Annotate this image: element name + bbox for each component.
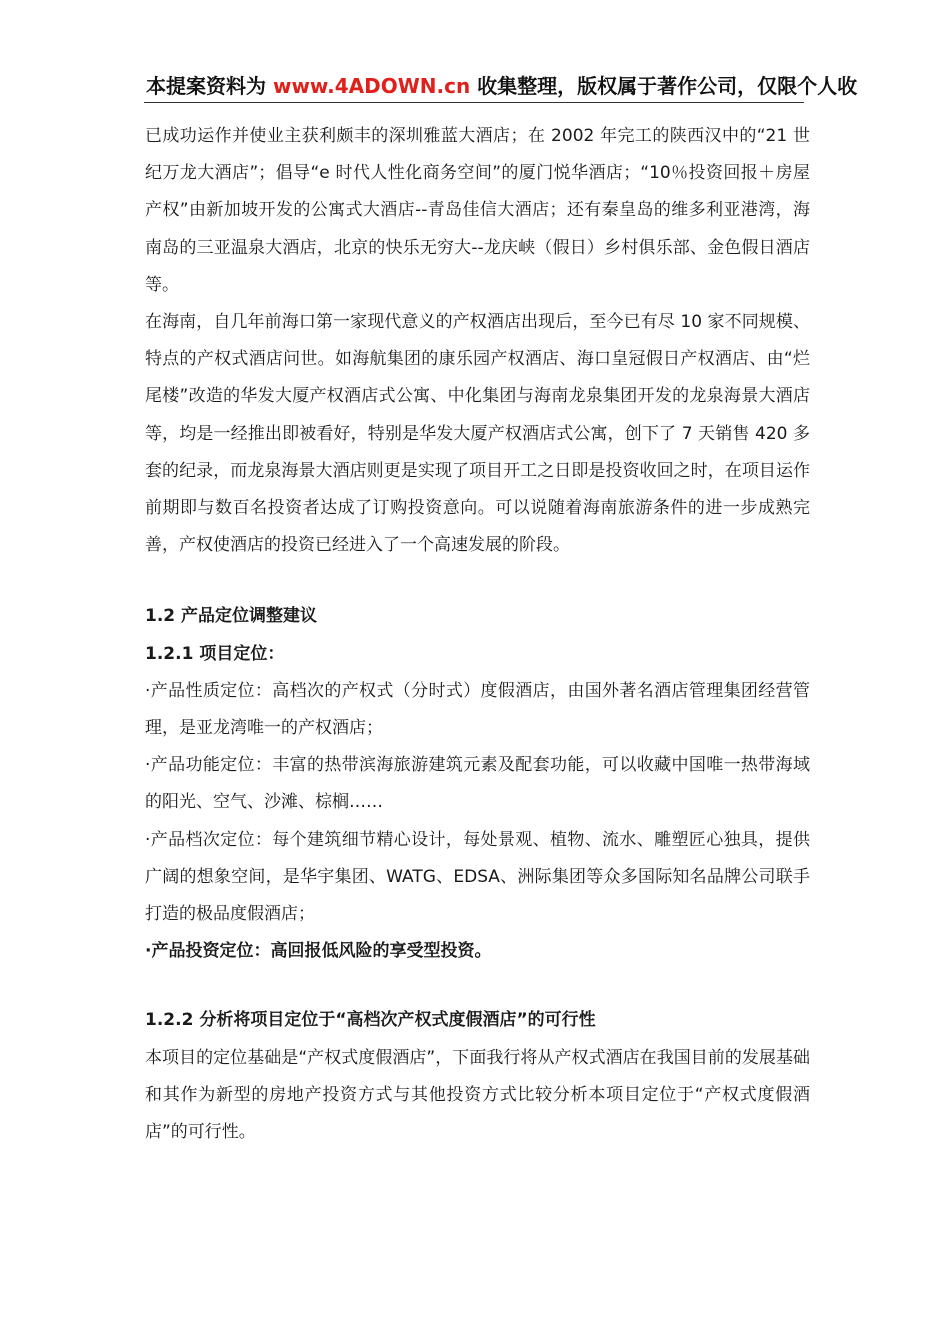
list-item-investment: ·产品投资定位：高回报低风险的享受型投资。 (145, 941, 492, 962)
section-heading-1-2-1: 1.2.1 项目定位： (145, 643, 285, 664)
section-heading-1-2-2: 1.2.2 分析将项目定位于“高档次产权式度假酒店”的可行性 (145, 1010, 596, 1031)
section-heading-1-2: 1.2 产品定位调整建议 (145, 606, 318, 627)
page-header (146, 70, 950, 102)
list-item-nature: ·产品性质定位：高档次的产权式（分时式）度假酒店，由国外著名酒店管理集团经营管理，是亚龙湾唯一的产权酒店； (145, 680, 810, 739)
body-paragraph-feasibility: 本项目的定位基础是“产权式度假酒店”，下面我行将从产权式酒店在我国目前的发展基础和其作为新型的房地产投资方式与其他投资方式比较分析本项目定位于“产权式度假酒店”的可行性。 (145, 1047, 810, 1143)
document-body (145, 118, 810, 1151)
spacer (145, 970, 810, 1002)
body-paragraph-2: 在海南，自几年前海口第一家现代意义的产权酒店出现后，至今已有尽 10 家不同规模、特点的产权式酒店问世。如海航集团的康乐园产权酒店、海口皇冠假日产权酒店、由“烂尾楼”改造的华发大厦产权酒店式公寓、中化集团与海南龙泉集团开发的龙泉海景大酒店等，均是一经推出即被看好，特别是华发大厦产权酒店式公寓，创下了 7 天销售 420 多套的纪录，而龙泉海景大酒店则更是实现了项目开工之日即是投资收回之时，在项目运作前期即与数百名投资者达成了订购投资意向。可以说随着海南旅游条件的进一步成熟完善，产权使酒店的投资已经进入了一个高速发展的阶段。 (145, 312, 810, 556)
list-item-grade: ·产品档次定位：每个建筑细节精心设计，每处景观、植物、流水、雕塑匠心独具，提供广阔的想象空间，是华宇集团、WATG、EDSA、洲际集团等众多国际知名品牌公司联手打造的极品度假酒店； (145, 829, 810, 925)
spacer (145, 564, 810, 598)
header-prefix: 本提案资料为 (146, 74, 273, 98)
list-item-function: ·产品功能定位：丰富的热带滨海旅游建筑元素及配套功能，可以收藏中国唯一热带海域的阳光、空气、沙滩、棕榈…… (145, 755, 810, 813)
header-site-link: www.4ADOWN.cn (272, 74, 471, 98)
header-suffix: 收集整理，版权属于著作公司，仅限个人收 (470, 74, 858, 98)
header-divider (144, 102, 804, 103)
body-paragraph-1: 已成功运作并使业主获利颇丰的深圳雅蓝大酒店；在 2002 年完工的陕西汉中的“21 世纪万龙大酒店”；倡导“e 时代人性化商务空间”的厦门悦华酒店；“10％投资回报＋房屋产权”由新加坡开发的公寓式大酒店--青岛佳信大酒店；还有秦皇岛的维多利亚港湾，海南岛的三亚温泉大酒店，北京的快乐无穷大--龙庆峡（假日）乡村俱乐部、金色假日酒店等。 (145, 126, 810, 295)
